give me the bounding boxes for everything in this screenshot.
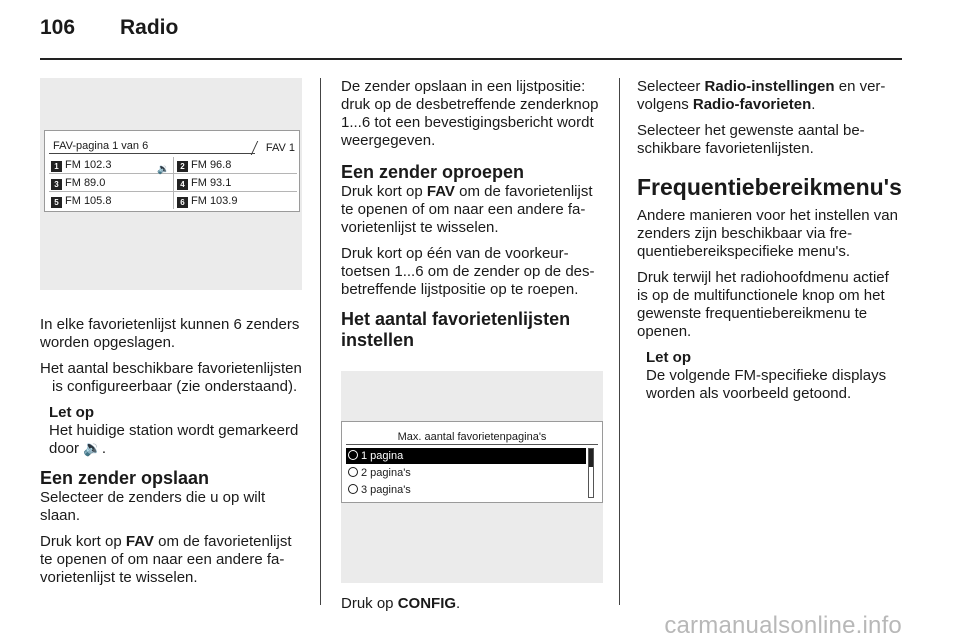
- paragraph: [341, 595, 603, 613]
- column-2: [341, 78, 603, 621]
- preset-number: 5: [51, 197, 62, 208]
- favorites-page-title: FAV-pagina 1 van 6: [53, 140, 149, 152]
- heading-frequency-menus: Frequentiebereikmenu's: [637, 174, 902, 200]
- text: Druk kort op: [341, 183, 427, 200]
- fav-key-label: FAV: [426, 183, 455, 200]
- text: .: [811, 96, 816, 113]
- column-1: [40, 78, 302, 595]
- text: om de favorietenlijst te openen of om naar een andere favorietenlijst te wisselen.: [40, 533, 292, 586]
- column-divider-2: [619, 78, 620, 605]
- preset-frequency: FM 105.8: [65, 195, 112, 207]
- note-title: Let op: [49, 404, 94, 421]
- column-divider-1: [320, 78, 321, 605]
- paragraph: Andere manieren voor het instellen van zenders zijn beschikbaar via frequentiebereikspecifieke menu's.: [637, 207, 898, 260]
- paragraph: Het aantal beschikbare favorietenlijsten is configureerbaar (zie onderstaand).: [40, 360, 302, 395]
- max-pages-display-figure: [341, 371, 603, 583]
- paragraph: Druk kort op één van de voorkeurtoetsen 1...6 om de zender op de desbetreffende lijstpositie op te roepen.: [341, 245, 595, 298]
- favorites-screen: [44, 130, 300, 212]
- paragraph: Druk terwijl het radiohoofdmenu actief is op de multifunctionele knop om het gewenste frequentiebereikmenu te openen.: [637, 269, 889, 340]
- option-2-paginas[interactable]: [346, 465, 586, 481]
- heading-save-station: Een zender opslaan: [40, 468, 210, 488]
- favorites-tab: FAV 1: [265, 142, 295, 154]
- menu-radio-favorites: Radio-favorieten: [692, 96, 812, 113]
- paragraph: Selecteer de zenders die u op wilt slaan.: [40, 489, 266, 524]
- max-pages-screen: [341, 421, 603, 503]
- text: en vervolgens: [637, 78, 886, 113]
- heading-set-list-count: Het aantal favorietenlijsten instellen: [341, 309, 571, 350]
- preset-number: 6: [177, 197, 188, 208]
- max-pages-title: Max. aantal favorietenpagina's: [397, 431, 547, 443]
- scrollbar-thumb[interactable]: [589, 449, 593, 467]
- preset-number: 1: [51, 161, 62, 172]
- preset-grid-line: [49, 173, 297, 174]
- paragraph: Selecteer het gewenste aantal beschikbare favorietenlijsten.: [637, 122, 865, 157]
- preset-grid-line: [49, 191, 297, 192]
- paragraph: [637, 78, 903, 114]
- preset-grid-vertical: [173, 157, 174, 209]
- favorites-display-figure: [40, 78, 302, 290]
- scrollbar[interactable]: [588, 448, 594, 498]
- radio-icon: [348, 484, 358, 494]
- paragraph: [341, 183, 603, 237]
- preset-1: [51, 159, 111, 172]
- preset-frequency: FM 93.1: [191, 177, 232, 189]
- title-underline: [346, 444, 598, 445]
- speaker-icon: 🔉: [83, 440, 102, 457]
- column-3: [637, 78, 903, 413]
- paragraph: In elke favorietenlijst kunnen 6 zenders worden opgeslagen.: [40, 316, 300, 351]
- watermark: carmanualsonline.info: [664, 612, 902, 639]
- text: .: [456, 595, 461, 612]
- preset-frequency: FM 103.9: [191, 195, 238, 207]
- page-header: [40, 16, 178, 40]
- note-end: .: [101, 440, 107, 457]
- radio-icon: [348, 450, 358, 460]
- text: Selecteer: [637, 78, 705, 95]
- note: [40, 404, 302, 458]
- note: [637, 349, 903, 403]
- note-text: Het huidige station wordt gemarkeerd door: [49, 422, 299, 457]
- note-text: De volgende FM-specifieke displays worden als voorbeeld getoond.: [646, 367, 887, 402]
- option-3-paginas[interactable]: [346, 482, 586, 498]
- preset-2: [177, 159, 231, 172]
- preset-5: [51, 195, 111, 208]
- preset-frequency: FM 89.0: [65, 177, 106, 189]
- preset-number: 3: [51, 179, 62, 190]
- text: om de favorietenlijst te openen of om naar een andere favorietenlijst te wisselen.: [341, 183, 593, 236]
- paragraph: De zender opslaan in een lijstpositie: druk op de desbetreffende zenderknop 1...6 tot een bevestigingsbericht wordt weergegeven.: [341, 78, 599, 149]
- text: Druk kort op: [40, 533, 126, 550]
- option-label: 3 pagina's: [361, 484, 411, 496]
- preset-number: 2: [177, 161, 188, 172]
- preset-4: [177, 177, 231, 190]
- speaker-icon: 🔉: [157, 164, 170, 175]
- menu-radio-settings: Radio-instellingen: [704, 78, 835, 95]
- fav-key-label: FAV: [125, 533, 154, 550]
- radio-icon: [348, 467, 358, 477]
- preset-3: [51, 177, 105, 190]
- header-rule: [40, 58, 902, 60]
- option-1-pagina[interactable]: [346, 448, 586, 464]
- preset-frequency: FM 102.3: [65, 159, 112, 171]
- section-title: Radio: [120, 16, 179, 39]
- option-label: 1 pagina: [361, 450, 404, 462]
- paragraph: [40, 533, 302, 587]
- preset-number: 4: [177, 179, 188, 190]
- option-label: 2 pagina's: [361, 467, 411, 479]
- note-title: Let op: [646, 349, 691, 366]
- page-number: 106: [40, 16, 76, 39]
- heading-recall-station: Een zender oproepen: [341, 162, 525, 182]
- preset-6: [177, 195, 237, 208]
- title-underline: [49, 153, 255, 154]
- preset-frequency: FM 96.8: [191, 159, 232, 171]
- config-key-label: CONFIG: [397, 595, 457, 612]
- text: Druk op: [341, 595, 398, 612]
